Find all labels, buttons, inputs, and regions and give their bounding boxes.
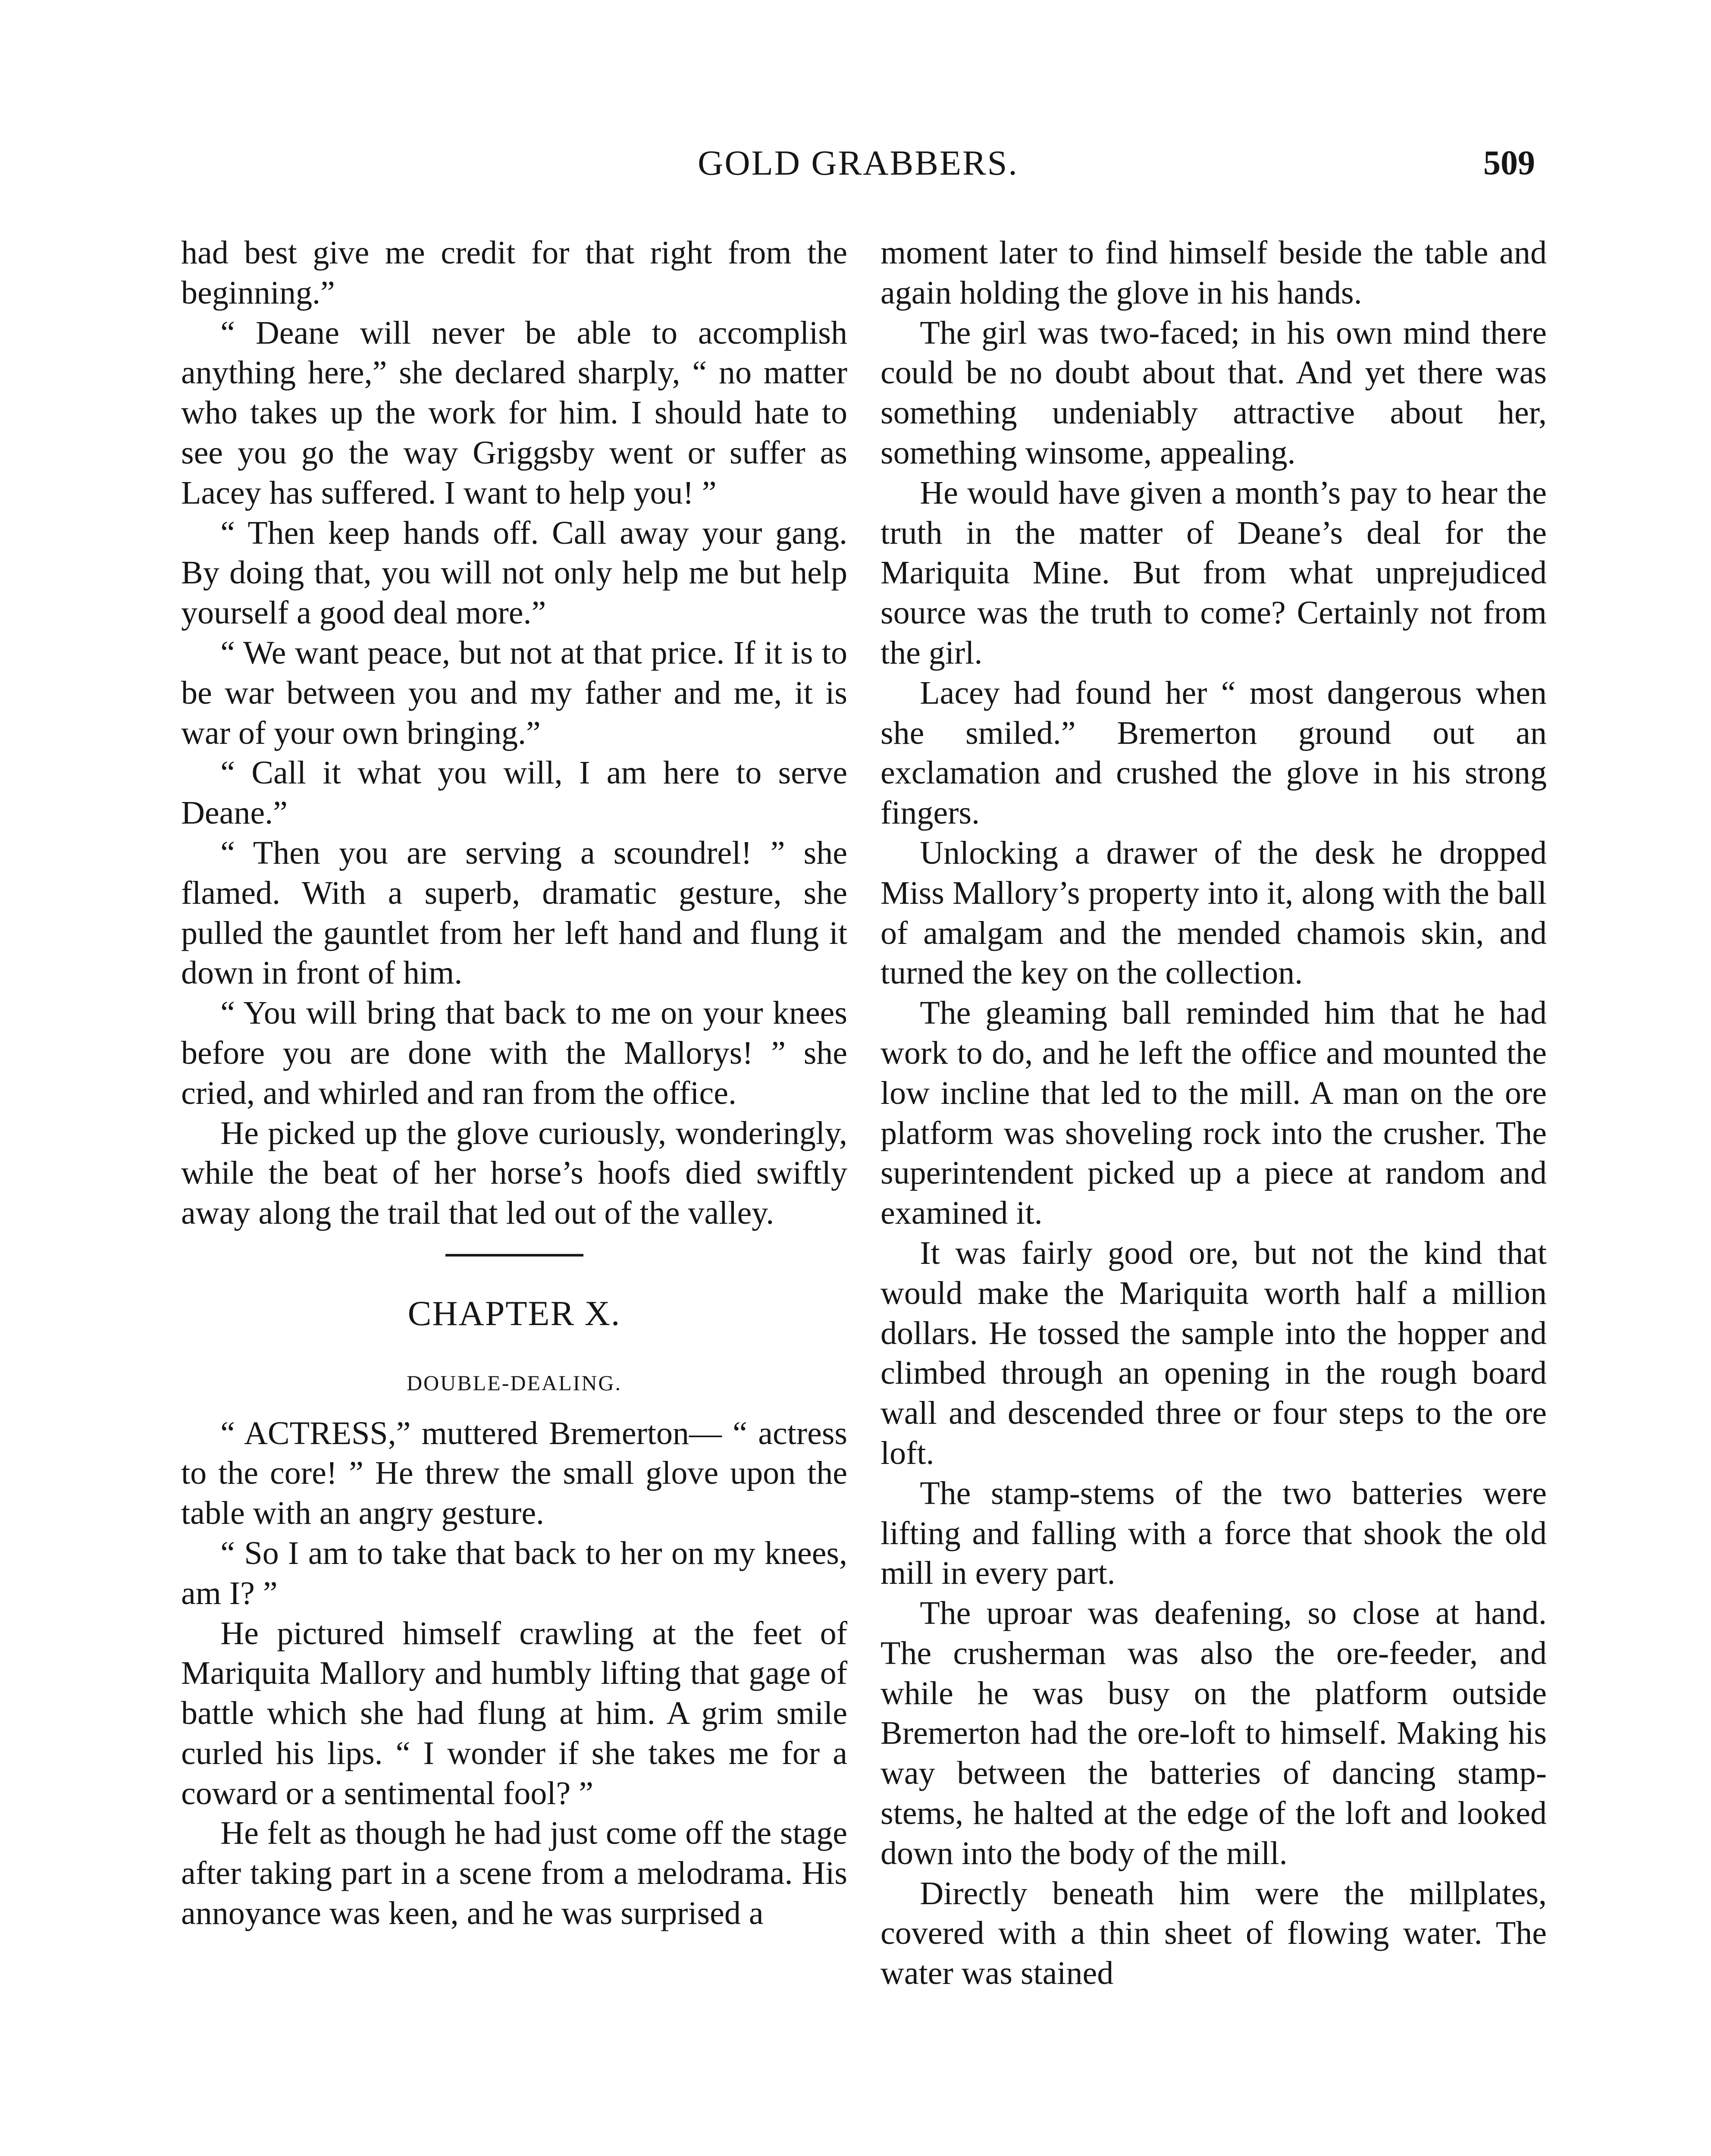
paragraph: The stamp-stems of the two batteries were lifting and falling with a force that shook the old mill in every part. [881,1475,1547,1592]
paragraph: He pictured himself crawling at the feet of Mariquita Mallory and humbly lifting that gage of battle which she had flung at him. A grim smile curled his lips. “ I wonder if she takes me for a coward or a sentimental fool? ” [181,1615,847,1811]
section-divider [181,1233,847,1273]
paragraph: It was fairly good ore, but not the kind that would make the Mariquita worth half a million dollars. He tossed the sample into the hopper and climbed through an opening in the rough board wall and descended three or four steps to the ore loft. [881,1235,1547,1471]
paragraph: Unlocking a drawer of the desk he dropped Miss Mallory’s property into it, along with the ball of amalgam and the mended chamois skin, and turned the key on the collection. [881,834,1547,991]
page-header [181,137,1535,189]
paragraph: “ So I am to take that back to her on my knees, am I? ” [181,1535,847,1611]
left-column [181,233,847,1934]
paragraph: “ You will bring that back to me on your knees before you are done with the Mallorys! ” she cried, and whirled and ran from the office. [181,995,847,1111]
paragraph: moment later to find himself beside the table and again holding the glove in his hands. [881,235,1547,311]
paragraph: Directly beneath him were the millplates, covered with a thin sheet of flowing water. The water was stained [881,1875,1547,1992]
paragraph: “ ACTRESS,” muttered Bremerton— “ actress to the core! ” He threw the small glove upon the table with an angry gesture. [181,1415,847,1532]
paragraph: “ We want peace, but not at that price. If it is to be war between you and my father and me, it is war of your own bringing.” [181,634,847,751]
paragraph: “ Call it what you will, I am here to serve Deane.” [181,755,847,831]
paragraph: The girl was two-faced; in his own mind there could be no doubt about that. And yet there was something undeniably attractive about her, something winsome, appealing. [881,314,1547,471]
page-number: 509 [1483,144,1535,182]
right-column [881,233,1547,1993]
paragraph: The uproar was deafening, so close at hand. The crusherman was also the ore-feeder, and while he was busy on the platform outside Bremerton had the ore-loft to himself. Making his way between the batteries of dancing stamp-stems, he halted at the edge of the loft and looked down into the body of the mill. [881,1595,1547,1871]
paragraph: had best give me credit for that right from the beginning.” [181,235,847,311]
paragraph: “ Then keep hands off. Call away your gang. By doing that, you will not only help me but help yourself a good deal more.” [181,514,847,631]
paragraph: The gleaming ball reminded him that he had work to do, and he left the office and mounted the low incline that led to the mill. A man on the ore platform was shoveling rock into the crusher. The superintendent picked up a piece at random and examined it. [881,995,1547,1232]
paragraph: He felt as though he had just come off the stage after taking part in a scene from a melodrama. His annoyance was keen, and he was surprised a [181,1815,847,1932]
paragraph: “ Deane will never be able to accomplish anything here,” she declared sharply, “ no matter who takes up the work for him. I should hate to see you go the way Griggsby went or suffer as Lacey has suffered. I want to help you! ” [181,314,847,511]
paragraph: He picked up the glove curiously, wonderingly, while the beat of her horse’s hoofs died swiftly away along the trail that led out of the valley. [181,1115,847,1232]
paragraph: Lacey had found her “ most dangerous when she smiled.” Bremerton ground out an exclamation and crushed the glove in his strong fingers. [881,674,1547,831]
chapter-subtitle: DOUBLE-DEALING. [406,1371,622,1395]
chapter-title: CHAPTER X. [407,1293,621,1333]
paragraph: He would have given a month’s pay to hear the truth in the matter of Deane’s deal for the Mariquita Mine. But from what unprejudiced source was the truth to come? Certainly not from the girl. [881,474,1547,671]
paragraph: “ Then you are serving a scoundrel! ” she flamed. With a superb, dramatic gesture, she pulled the gauntlet from her left hand and flung it down in front of him. [181,834,847,991]
running-title: GOLD GRABBERS. [698,143,1018,182]
